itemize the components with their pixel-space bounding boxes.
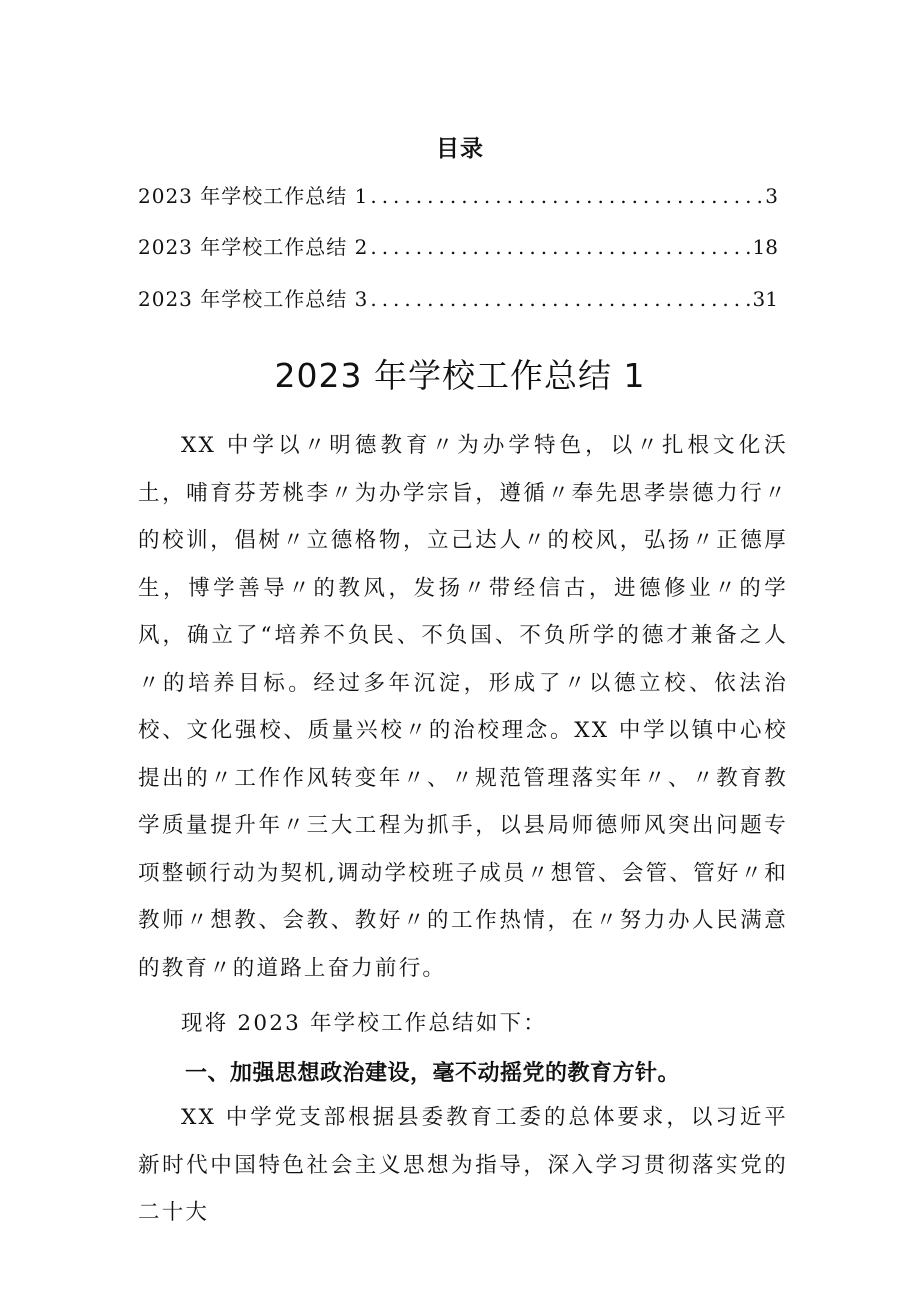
toc-dot-leader [370,287,750,311]
toc-entry-1[interactable] [138,180,778,210]
toc-dot-leader [370,235,750,259]
toc-entry-page: 31 [752,287,778,311]
toc-entry-page: 3 [765,184,778,208]
section-heading-1: 一、加强思想政治建设，毫不动摇党的教育方针。 [185,1061,681,1086]
toc-entry-3[interactable] [138,283,778,313]
toc-dot-leader [370,184,763,208]
toc-title: 目录 [436,136,484,162]
toc-entry-2[interactable] [138,231,778,261]
toc-entry-label: 2023 年学校工作总结 1 [138,184,369,208]
summary-lead-paragraph: 现将 2023 年学校工作总结如下： [181,1011,547,1036]
intro-paragraph: XX 中学以〃明德教育〃为办学特色，以〃扎根文化沃土，哺育芬芳桃李〃为办学宗旨，遵循〃奉先思孝崇德力行〃的校训，倡树〃立德格物，立己达人〃的校风，弘扬〃正德厚生，博学善导〃的教风，发扬〃带经信古，进德修业〃的学风，确立了“培养不负民、不负国、不负所学的德才兼备之人〃的培养目标。经过多年沉淀，形成了〃以德立校、依法治校、文化强校、质量兴校〃的治校理念。XX 中学以镇中心校提出的〃工作作风转变年〃、〃规范管理落实年〃、〃教育教学质量提升年〃三大工程为抓手，以县局师德师风突出问题专项整顿行动为契机,调动学校班子成员〃想管、会管、管好〃和教师〃想教、会教、教好〃的工作热情，在〃努力办人民满意的教育〃的道路上奋力前行。 [138,433,788,981]
toc-entry-label: 2023 年学校工作总结 2 [138,235,369,259]
toc-entry-page: 18 [752,235,778,259]
toc-entry-label: 2023 年学校工作总结 3 [138,287,369,311]
section-1-paragraph: XX 中学党支部根据县委教育工委的总体要求，以习近平新时代中国特色社会主义思想为指导，深入学习贯彻落实党的二十大 [138,1105,788,1225]
document-title: 2023 年学校工作总结 1 [274,356,646,395]
